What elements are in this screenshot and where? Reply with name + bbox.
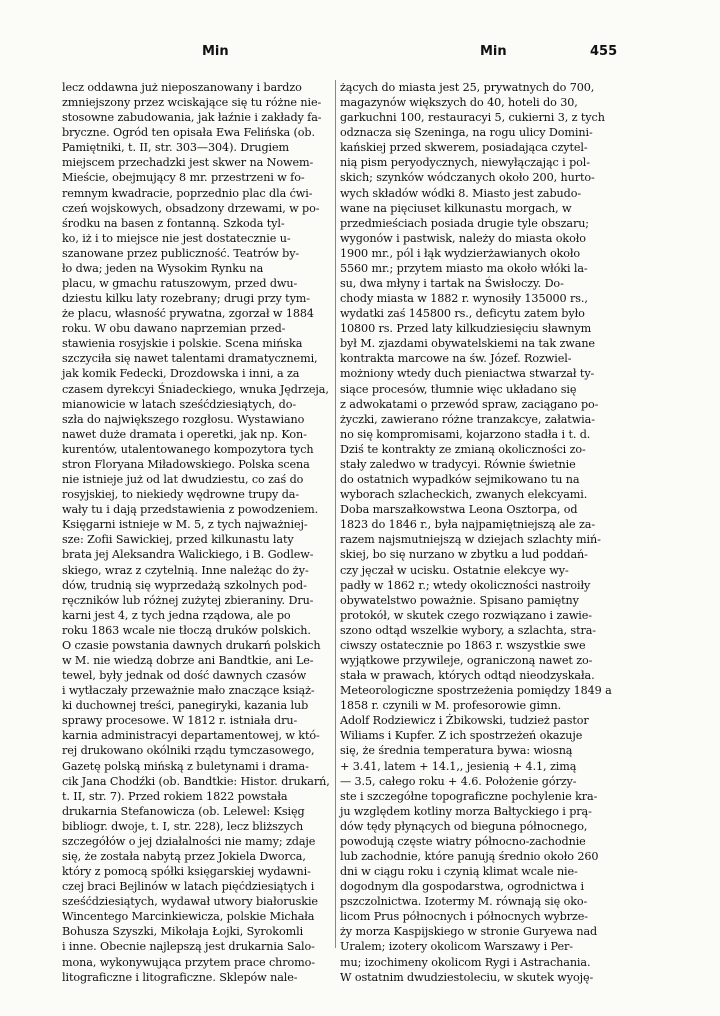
running-head-left: Min — [202, 44, 229, 59]
text-column-left: lecz oddawna już nieposzanowany i bardzo zmniejszony przez wciskające się tu różne nie- stosowne zabudowania, jak łaźnie i zakłady fa- bryczne. Ogród ten opisała Ewa Felińska (ob. Pamiętniki, t. II, str. 303—304). Drugiem miejscem przechadzki jest skwer na Nowem- Mieście, obejmujący 8 mr. przestrzeni w fo- remnym kwadracie, poprzednio plac dla ćwi- czeń wojskowych, obsadzony drzewami, w po- środku na basen z fontanną. Szkoda tyl- ko, iż i to miejsce nie jest dostatecznie u- szanowane przez publiczność. Teatrów by- ło dwa; jeden na Wysokim Rynku na placu, w gmachu ratuszowym, przed dwu- dziestu kilku laty rozebrany; drugi przy tym- że placu, własność prywatna, zgorzał w 1884 roku. W obu dawano naprzemian przed- stawienia rosyjskie i polskie. Scena mińska szczyciła się nawet talentami dramatycznemi, jak komik Fedecki, Drozdowska i inni, a za czasem dyrekcyi Śniadeckiego, wnuka Jędrzeja, mianowicie w latach sześćdziesiątych, do- szła do największego rozgłosu. Wystawiano nawet duże dramata i operetki, jak np. Kon- kurentów, utalentowanego kompozytora tych stron Floryana Miładowskiego. Polska scena nie istnieje już od lat dwudziestu, co zaś do rosyjskiej, to niekiedy wędrowne trupy da- wały tu i dają przedstawienia z powodzeniem. Księgarni istnieje w M. 5, z tych najważniej- sze: Zofii Sawickiej, przed kilkunastu laty brata jej Aleksandra Walickiego, i B. Godlew- skiego, wraz z czytelnią. Inne należąc do żу- dów, trudnią się wyprzedażą szkolnych pod- ręczników lub różnej zużytej zbieraniny. Dru- karni jest 4, z tych jedna rządowa, ale po roku 1863 wcale nie tłoczą druków polskich. O czasie powstania dawnych drukarń polskich w M. nie wiedzą dobrze ani Bandtkie, ani Le- tewel, były jednak od dość dawnych czasów i wytłaczały przeważnie mało znaczące książ- ki duchownej treści, panegiryki, kazania lub sprawy procesowe. W 1812 r. istniała dru- karnia administracyi departamentowej, w któ- rej drukowano okólniki rządu tymczasowego, Gazetę polską mińską z buletynami i drama- cik Jana Chodźki (ob. Bandtkie: Histor. drukarń, t. II, str. 7). Przed rokiem 1822 powstała drukarnia Stefanowicza (ob. Lelewel: Księg bibliogr. dwoje, t. I, str. 228), lecz bliższych szczegółów o jej działalności nie mamy; zdaje się, że została nabytą przez Jokiela Dworca, który z pomocą spółki księgarskiej wydawni- czej braci Bejlinów w latach pięćdziesiątych i sześćdziesiątych, wydawał utwory białoruskie Wincentego Marcinkiewicza, polskie Michała Bohusza Szyszki, Mikołaja Łojki, Syrokomli i inne. Obecnie najlepszą jest drukarnia Salo- mona, wykonywująca przytem prace chromo- litograficzne i litograficzne. Sklepów nale- — [62, 81, 330, 984]
page-number: 455 — [590, 44, 618, 59]
text-column-right: żących do miasta jest 25, prywatnych do 700, magazynów większych do 40, hoteli do 30, garkuchni 100, restauracyi 5, cukierni 3, z tych odznacza się Szeninga, na rogu ulicy Domini- kańskiej przed skwerem, posiadająca czytel- nią pism peryodycznych, niewyłączając i pol- skich; szynków wódczanych około 200, hurto- wych składów wódki 8. Miasto jest zabudo- wane na pięciuset kilkunastu morgach, w przedmieściach posiada drugie tyle obszaru; wygonów i pastwisk, należy do miasta około 1900 mr., pól i łąk wydzierżawianych około 5560 mr.; przytem miasto ma około włóki la- su, dwa młyny i tartak na Świsłoczy. Do- chody miasta w 1882 r. wynosiły 135000 rs., wydatki zaś 145800 rs., deficytu zatem było 10800 rs. Przed laty kilkudziesięciu sławnym był M. zjazdami obywatelskiemi na tak zwane kontrakta marcowe na św. Józef. Rozwiel- możniony wtedy duch pieniactwa stwarzał ty- siące procesów, tłumnie więc układano się z adwokatami o przewód spraw, zaciągano po- życzki, zawierano różne tranzakcye, załatwia- no się kompromisami, kojarzono stadła i t. d. Dziś te kontrakty ze zmianą okoliczności zo- stały zaledwo w tradycyi. Równie świetnie do ostatnich wypadków sejmikowano tu na wyborach szlacheckich, zwanych elekcyami. Doba marszałkowstwa Leona Osztorpa, od 1823 do 1846 r., była najpamiętniejszą ale za- razem najsmutniejszą w dziejach szlachty miń- skiej, bo się nurzano w zbytku a lud poddań- czy jęczał w ucisku. Ostatnie elekcye wy- padły w 1862 r.; wtedy okoliczności nastroiły obywatelstwo poważnie. Spisano pamiętny protokół, w skutek czego rozwiązano i zawie- szono odtąd wszelkie wybory, a szlachta, stra- ciwszy ostatecznie po 1863 r. wszystkie swe wyjątkowe przywileje, ograniczoną nawet zo- stała w prawach, których odtąd nieodzyskała. Meteorologiczne spostrzeżenia pomiędzy 1849 a 1858 r. czynili w M. profesorowie gimn. Adolf Rodziewicz i Żbikowski, tudzież pastor Wiliams i Kupfer. Z ich spostrzeżeń okazuje się, że średnia temperatura bywa: wiosną + 3.41, latem + 14.1,, jesienią + 4.1, zimą — 3.5, całego roku + 4.6. Położenie górzy- ste i szczegółne topograficzne pochylenie kra- ju względem kotliny morza Bałtyckiego i prą- dów tędy płynących od bieguna północnego, powodują częste wiatry północno-zachodnie lub zachodnie, które panują średnio około 260 dni w ciągu roku i czynią klimat wcale nie- dogodnym dla gospodarstwa, ogrodnictwa i pszczolnictwa. Izotermy M. równają się oko- licom Prus północnych i północnych wybrze- ży morza Kaspijskiego w stronie Guryewa nad Uralem; izotery okolicom Warszawy i Per- mu; izochimeny okolicom Rygi i Astrachania. W ostatnim dwudziestoleciu, w skutek wyoję- — [340, 81, 612, 984]
column-divider — [335, 80, 336, 948]
running-head-right: Min — [480, 44, 507, 59]
